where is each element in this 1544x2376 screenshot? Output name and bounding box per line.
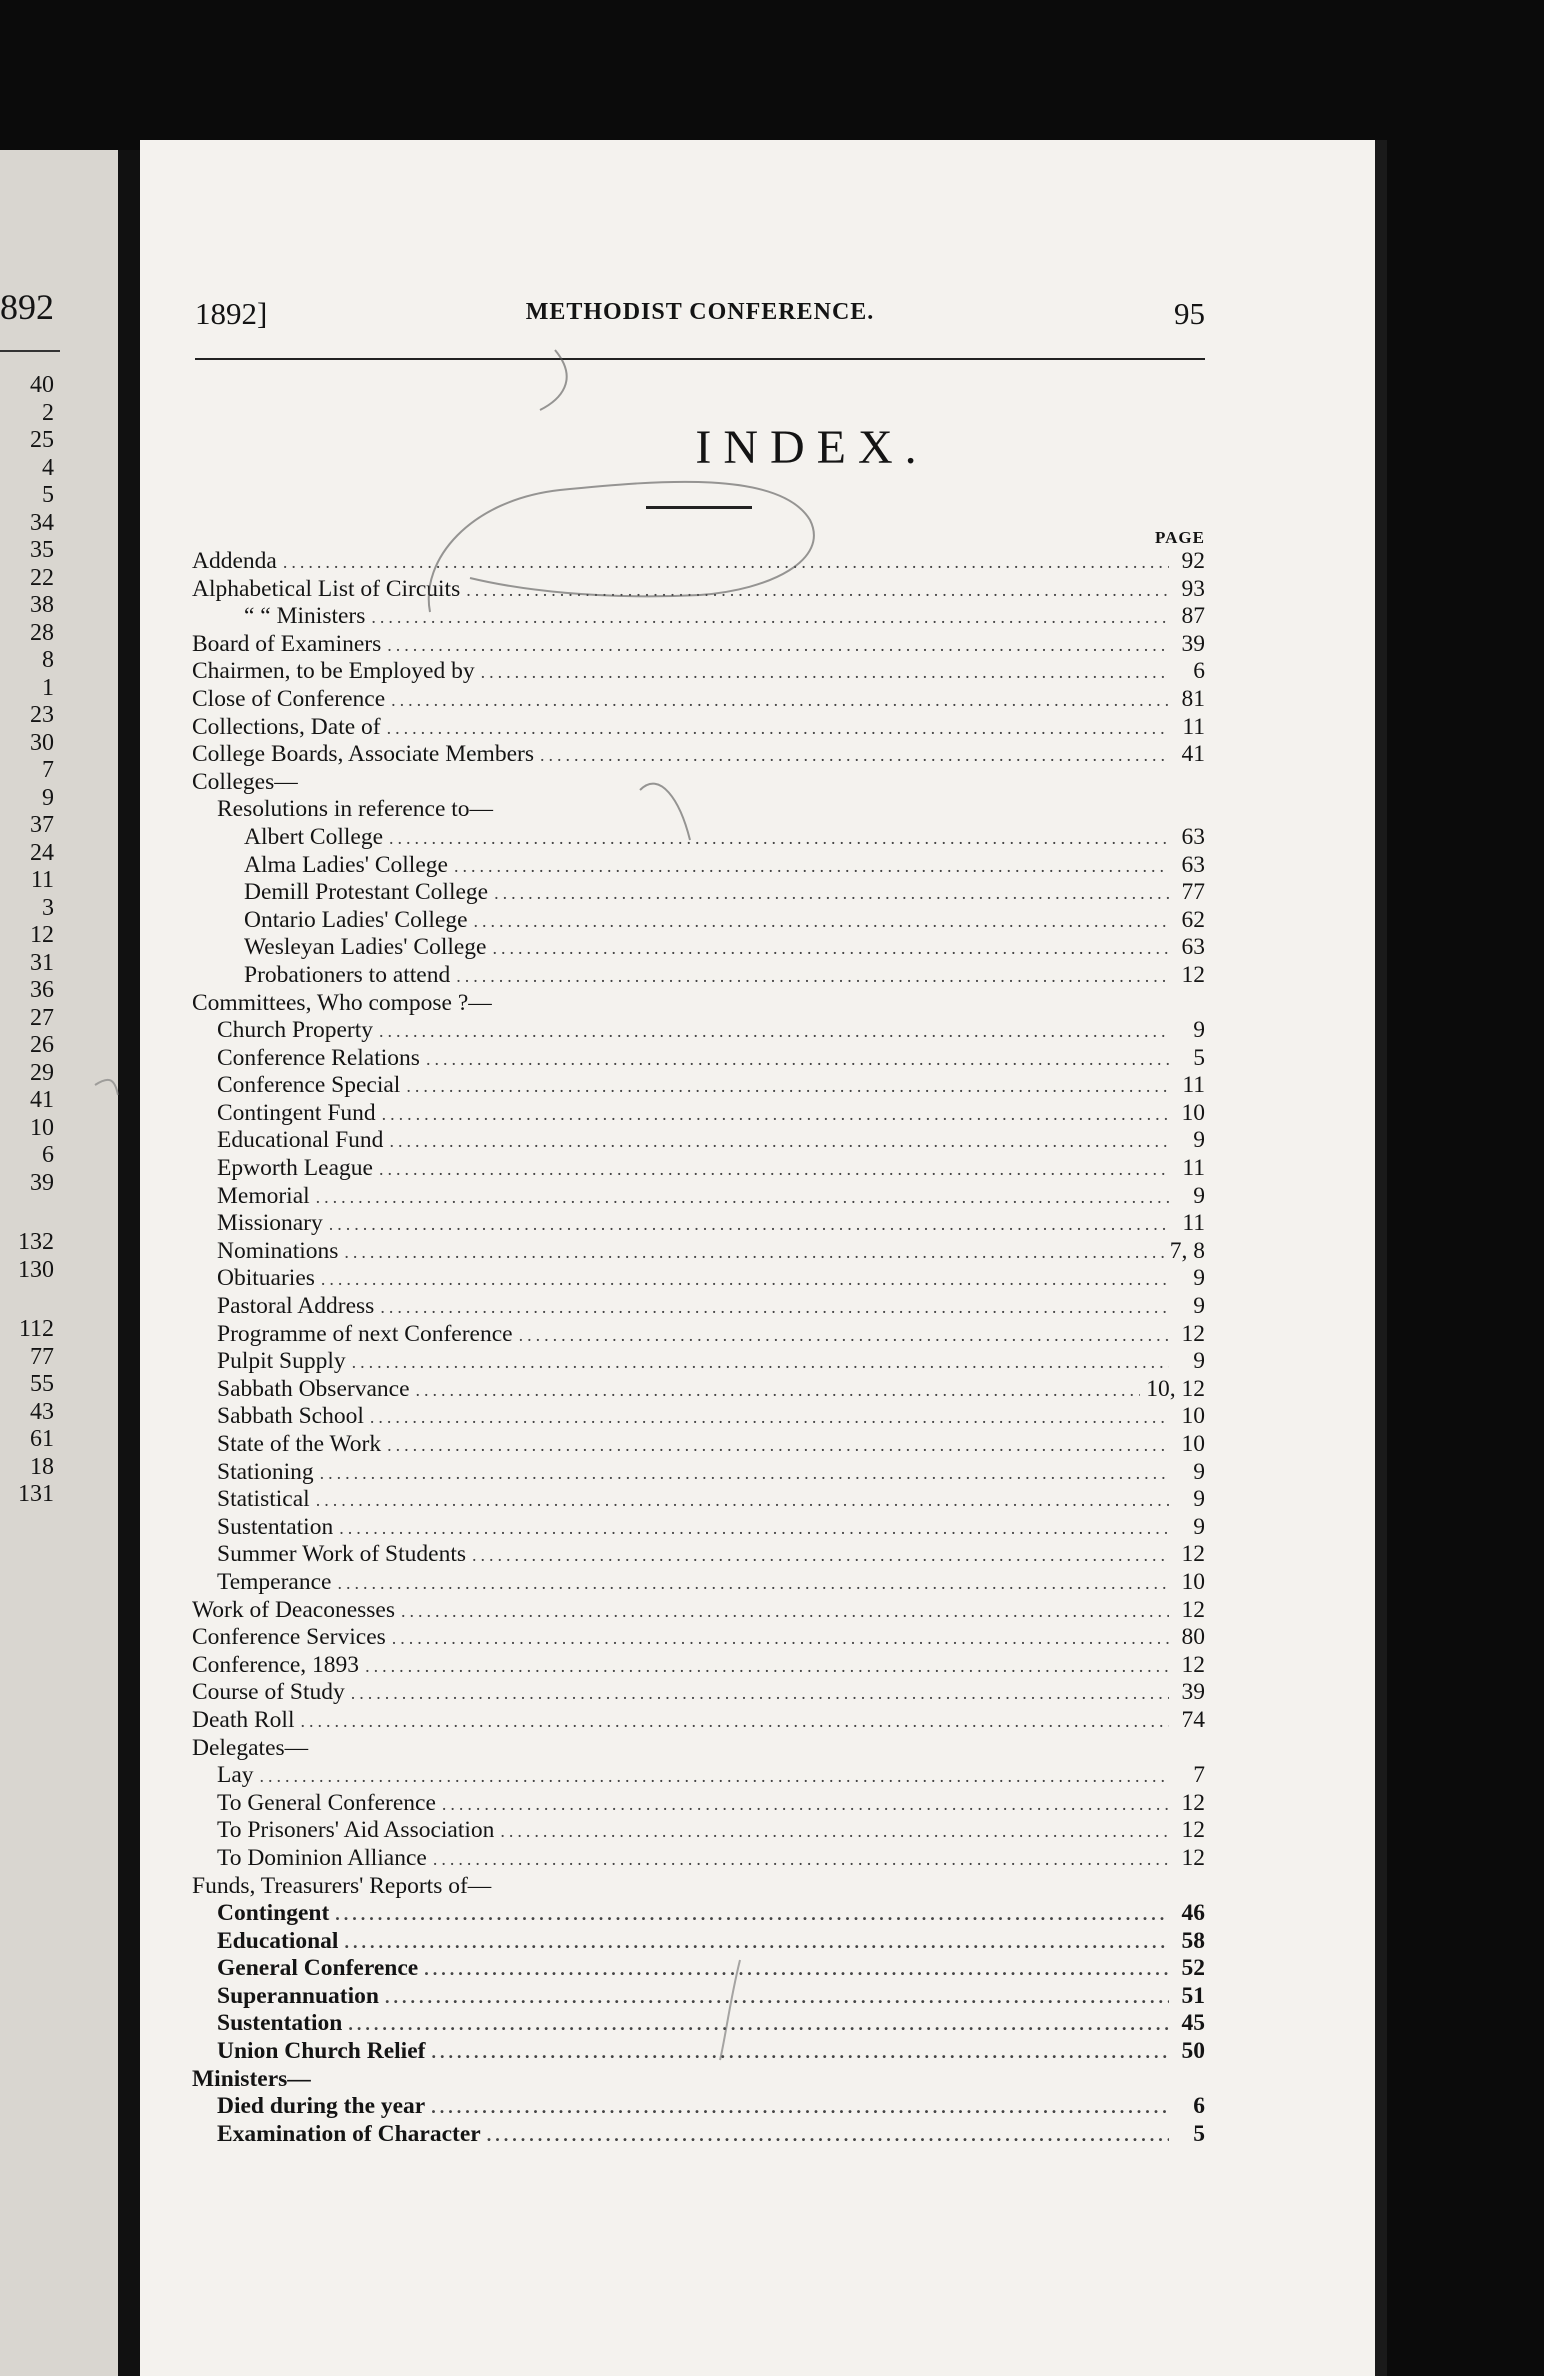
index-entry-label: Conference, 1893 (192, 1651, 360, 1678)
dot-leader (540, 742, 1169, 769)
adjacent-page-number-item: 2 (42, 399, 54, 426)
dot-leader (382, 1101, 1169, 1128)
dot-leader (494, 880, 1169, 907)
index-entry-page: 87 (1181, 603, 1205, 630)
dot-leader (380, 1294, 1169, 1321)
dot-leader (406, 1073, 1169, 1100)
adjacent-page-number-item: 37 (30, 812, 54, 838)
dot-leader (385, 1984, 1169, 2011)
index-entry-page: 51 (1181, 1982, 1205, 2009)
index-entry-label: Course of Study (192, 1679, 345, 1706)
index-entry-label: Death Roll (192, 1706, 295, 1733)
index-entry-label: Albert College (244, 823, 384, 850)
index-entry (192, 1569, 1205, 1597)
adjacent-page-number-item: 31 (30, 949, 54, 976)
adjacent-page-number-item: 5 (42, 482, 54, 508)
index-entry-page: 12 (1181, 1320, 1205, 1347)
adjacent-page-numbers (0, 372, 54, 1509)
dot-leader (454, 853, 1169, 880)
index-entry-label: Union Church Relief (217, 2038, 426, 2065)
index-entry-label: Contingent (217, 1900, 330, 1927)
dot-leader (433, 1846, 1169, 1873)
index-title: INDEX. (695, 421, 929, 474)
dot-leader (487, 2122, 1169, 2149)
index-entry-page: 6 (1193, 2093, 1205, 2120)
index-entry-page: 11 (1182, 1155, 1205, 1182)
dot-leader (391, 687, 1169, 714)
index-entry-label: Examination of Character (217, 2120, 481, 2147)
dot-leader (387, 715, 1169, 742)
index-entry (192, 1100, 1205, 1128)
index-entry (192, 1459, 1205, 1487)
index-section-heading (192, 769, 1205, 797)
index-entry (192, 1210, 1205, 1238)
index-entry-page: 9 (1193, 1293, 1205, 1320)
index-entry-label: Chairmen, to be Employed by (192, 658, 475, 685)
index-entry-label: Probationers to attend (244, 961, 451, 988)
page-column-label: PAGE (1155, 528, 1205, 547)
index-entry-page: 5 (1193, 1044, 1205, 1071)
adjacent-page-number-item: 12 (30, 922, 54, 948)
running-head-year: 1892] (195, 296, 268, 331)
dot-leader (416, 1377, 1141, 1404)
dot-leader (344, 1239, 1163, 1266)
index-entry-label: Sustentation (217, 1513, 334, 1540)
index-entry (192, 1762, 1205, 1790)
dot-leader (389, 825, 1169, 852)
header-rule (195, 358, 1205, 360)
index-entry (192, 1707, 1205, 1735)
index-entry-page: 46 (1181, 1900, 1205, 1927)
index-entry (192, 1624, 1205, 1652)
adjacent-page-number-item: 39 (30, 1169, 54, 1196)
index-entry (192, 934, 1205, 962)
running-head-page-number: 95 (1174, 296, 1205, 331)
adjacent-page-number-item: 26 (30, 1032, 54, 1058)
adjacent-page-number-item: 61 (30, 1426, 54, 1452)
index-entry (192, 1238, 1205, 1266)
dot-leader (316, 1487, 1169, 1514)
index-entry-label: Missionary (217, 1210, 323, 1237)
adjacent-page-number-item: 34 (30, 509, 54, 536)
dot-leader (365, 1653, 1169, 1680)
index-entry-label: Lay (217, 1762, 254, 1789)
index-entries (192, 548, 1205, 2148)
index-entry (192, 2093, 1205, 2121)
adjacent-page-number-item: 30 (30, 729, 54, 756)
index-entry-page: 63 (1181, 851, 1205, 878)
dot-leader (335, 1901, 1169, 1928)
adjacent-page-number-item: 22 (30, 564, 54, 591)
index-entry (192, 603, 1205, 631)
index-entry-page: 50 (1181, 2038, 1205, 2065)
index-entry-page: 45 (1181, 2010, 1205, 2037)
dot-leader (431, 2039, 1169, 2066)
index-entry (192, 1928, 1205, 1956)
index-entry-page: 80 (1181, 1624, 1205, 1651)
dot-leader (500, 1818, 1169, 1845)
index-entry-page: 12 (1181, 1817, 1205, 1844)
index-entry (192, 1597, 1205, 1625)
dot-leader (339, 1515, 1169, 1542)
dot-leader (387, 632, 1169, 659)
adjacent-page-number-item: 28 (30, 619, 54, 646)
dot-leader (492, 935, 1169, 962)
adjacent-page-number-item: 10 (30, 1114, 54, 1141)
index-entry-page: 52 (1181, 1955, 1205, 1982)
index-entry-label: Funds, Treasurers' Reports of— (192, 1872, 492, 1899)
index-entry (192, 1817, 1205, 1845)
index-entry-label: Contingent Fund (217, 1099, 376, 1126)
index-entry-label: General Conference (217, 1955, 419, 1982)
adjacent-page-gap (0, 1197, 54, 1229)
index-entry-page: 12 (1181, 1844, 1205, 1871)
index-entry-label: Statistical (217, 1486, 310, 1513)
adjacent-page-number-item: 38 (30, 592, 54, 618)
index-entry (192, 962, 1205, 990)
dot-leader (352, 1349, 1169, 1376)
dot-leader (481, 659, 1169, 686)
index-entry-page: 9 (1193, 1182, 1205, 1209)
index-entry (192, 2038, 1205, 2066)
index-entry-page: 10 (1181, 1431, 1205, 1457)
index-entry-label: Addenda (192, 548, 277, 574)
index-entry-page: 9 (1193, 1458, 1205, 1485)
index-entry-label: Sabbath School (217, 1403, 364, 1430)
index-entry-page: 7, 8 (1169, 1237, 1205, 1264)
dot-leader (329, 1211, 1169, 1238)
dot-leader (344, 1929, 1169, 1956)
adjacent-page-rule (0, 350, 60, 352)
title-rule (646, 506, 752, 509)
index-entry-label: Educational Fund (217, 1127, 384, 1154)
index-section-heading (192, 990, 1205, 1018)
dot-leader (519, 1322, 1169, 1349)
index-entry (192, 576, 1205, 604)
index-entry-label: To Prisoners' Aid Association (217, 1817, 495, 1844)
adjacent-page-number-item: 1 (42, 674, 54, 701)
dot-leader (321, 1266, 1169, 1293)
adjacent-page-number-item: 130 (18, 1256, 54, 1283)
dot-leader (379, 1156, 1169, 1183)
dot-leader (387, 1432, 1169, 1459)
running-head (195, 296, 1205, 336)
index-entry-label: Epworth League (217, 1155, 373, 1182)
index-entry-label: Temperance (217, 1568, 332, 1595)
index-entry-label: Sustentation (217, 2010, 343, 2037)
index-section-heading (192, 2066, 1205, 2094)
index-entry (192, 686, 1205, 714)
index-entry-label: Ministers— (192, 2065, 311, 2092)
index-entry-label: Pastoral Address (217, 1293, 375, 1320)
index-entry-page: 81 (1181, 685, 1205, 712)
index-entry-page: 10, 12 (1146, 1375, 1205, 1402)
index-entry-label: Resolutions in reference to— (217, 796, 494, 823)
adjacent-page-number-item: 131 (18, 1481, 54, 1507)
index-entry (192, 548, 1205, 576)
index-entry-label: Work of Deaconesses (192, 1596, 396, 1623)
dot-leader (260, 1763, 1169, 1790)
index-entry-label: Died during the year (217, 2093, 426, 2120)
index-entry-label: To Dominion Alliance (217, 1844, 427, 1871)
index-entry (192, 1155, 1205, 1183)
index-section-heading (192, 1873, 1205, 1901)
index-entry-page: 77 (1181, 879, 1205, 906)
index-entry (192, 1072, 1205, 1100)
adjacent-page-number-item: 35 (30, 537, 54, 563)
index-entry-page: 12 (1181, 1651, 1205, 1678)
index-entry-label: Stationing (217, 1458, 314, 1485)
dot-leader (348, 2011, 1169, 2038)
index-entry (192, 1045, 1205, 1073)
index-entry (192, 907, 1205, 935)
index-entry-page: 63 (1181, 823, 1205, 850)
index-entry-page: 93 (1181, 575, 1205, 602)
index-entry-label: Memorial (217, 1182, 310, 1209)
index-entry-label: Board of Examiners (192, 630, 382, 657)
adjacent-page-gap (0, 1284, 54, 1316)
adjacent-page-number-item: 29 (30, 1059, 54, 1086)
adjacent-page-number: 892 (0, 287, 54, 327)
index-entry-label: Committees, Who compose ?— (192, 989, 492, 1016)
index-entry-page: 11 (1182, 1072, 1205, 1099)
page-edge (1375, 140, 1387, 2376)
dot-leader (283, 549, 1169, 576)
dot-leader (472, 1542, 1169, 1569)
index-entry-label: Nominations (217, 1237, 339, 1264)
index-entry-page: 74 (1181, 1706, 1205, 1733)
book-gutter (118, 150, 140, 2376)
dot-leader (389, 1128, 1169, 1155)
index-entry (192, 1790, 1205, 1818)
adjacent-page-number-item: 27 (30, 1004, 54, 1031)
index-entry (192, 1183, 1205, 1211)
index-entry-label: Conference Special (217, 1072, 401, 1099)
index-entry-page: 7 (1193, 1762, 1205, 1789)
index-entry-label: Summer Work of Students (217, 1541, 466, 1568)
index-entry-page: 41 (1181, 741, 1205, 768)
index-entry-label: “ “ Ministers (244, 603, 366, 630)
index-entry-page: 10 (1181, 1568, 1205, 1595)
index-entry (192, 1955, 1205, 1983)
index-entry-label: Collections, Date of (192, 713, 381, 740)
index-entry (192, 1486, 1205, 1514)
index-entry (192, 2010, 1205, 2038)
dot-leader (401, 1598, 1169, 1625)
dot-leader (424, 1956, 1169, 1983)
index-entry (192, 658, 1205, 686)
index-entry (192, 1127, 1205, 1155)
dot-leader (474, 908, 1169, 935)
index-entry-page: 12 (1181, 1789, 1205, 1816)
index-entry (192, 2121, 1205, 2149)
dot-leader (351, 1680, 1169, 1707)
index-entry-label: Alphabetical List of Circuits (192, 575, 461, 602)
index-entry-label: Conference Services (192, 1624, 386, 1651)
index-section-heading (192, 796, 1205, 824)
index-entry-page: 11 (1182, 713, 1205, 740)
index-entry (192, 1541, 1205, 1569)
adjacent-page-number-item: 6 (42, 1142, 54, 1168)
dot-leader (371, 604, 1169, 631)
index-entry-label: Close of Conference (192, 685, 386, 712)
index-entry (192, 852, 1205, 880)
index-entry-label: Alma Ladies' College (244, 851, 448, 878)
dot-leader (431, 2094, 1169, 2121)
index-entry-label: To General Conference (217, 1789, 436, 1816)
dot-leader (370, 1404, 1169, 1431)
index-entry-label: College Boards, Associate Members (192, 741, 534, 768)
index-entry (192, 1348, 1205, 1376)
index-entry (192, 1983, 1205, 2011)
index-entry-label: Ontario Ladies' College (244, 906, 468, 933)
dot-leader (337, 1570, 1169, 1597)
index-entry (192, 1293, 1205, 1321)
index-entry-page: 10 (1181, 1099, 1205, 1126)
adjacent-page-number-item: 24 (30, 839, 54, 866)
index-entry (192, 1265, 1205, 1293)
index-entry-label: Superannuation (217, 1982, 379, 2009)
adjacent-page-number-item: 132 (18, 1229, 54, 1255)
index-entry (192, 1376, 1205, 1404)
index-entry-label: Delegates— (192, 1734, 309, 1761)
dot-leader (379, 1018, 1169, 1045)
index-entry-page: 12 (1181, 1541, 1205, 1568)
index-entry-label: Obituaries (217, 1265, 315, 1292)
dot-leader (466, 577, 1169, 604)
index-entry-page: 58 (1181, 1927, 1205, 1954)
adjacent-page-number-item: 23 (30, 702, 54, 728)
adjacent-page-number-item: 11 (30, 867, 54, 893)
adjacent-page-number-item: 112 (18, 1316, 54, 1342)
index-entry (192, 741, 1205, 769)
index-entry (192, 1431, 1205, 1459)
index-entry-page: 12 (1181, 1596, 1205, 1623)
index-entry-label: State of the Work (217, 1431, 382, 1457)
index-entry-label: Sabbath Observance (217, 1375, 410, 1402)
index-entry-label: Pulpit Supply (217, 1348, 346, 1375)
dot-leader (426, 1046, 1169, 1073)
adjacent-page-number-item: 55 (30, 1371, 54, 1397)
adjacent-page-number-item: 9 (42, 784, 54, 811)
adjacent-page-number-item: 8 (42, 647, 54, 673)
index-entry (192, 1514, 1205, 1542)
index-entry-page: 9 (1193, 1486, 1205, 1513)
index-entry-page: 11 (1182, 1210, 1205, 1237)
index-entry (192, 879, 1205, 907)
adjacent-page-number-item: 18 (30, 1453, 54, 1480)
index-entry-page: 9 (1193, 1127, 1205, 1154)
index-entry-page: 9 (1193, 1348, 1205, 1375)
index-entry-label: Demill Protestant College (244, 879, 489, 906)
index-entry-page: 9 (1193, 1265, 1205, 1292)
dot-leader (300, 1708, 1169, 1735)
index-entry-page: 62 (1181, 906, 1205, 933)
index-entry-page: 39 (1181, 1679, 1205, 1706)
index-entry-label: Wesleyan Ladies' College (244, 934, 487, 961)
dot-leader (442, 1791, 1169, 1818)
dot-leader (456, 963, 1169, 990)
adjacent-page-number-item: 4 (42, 454, 54, 481)
index-entry-label: Programme of next Conference (217, 1320, 513, 1347)
adjacent-page-number-item: 77 (30, 1343, 54, 1370)
index-entry-label: Educational (217, 1927, 339, 1954)
index-entry-page: 5 (1193, 2120, 1205, 2147)
index-entry (192, 1679, 1205, 1707)
index-entry (192, 1845, 1205, 1873)
index-entry-page: 92 (1181, 548, 1205, 574)
index-entry-page: 9 (1193, 1017, 1205, 1044)
adjacent-page-number-item: 25 (30, 427, 54, 453)
dot-leader (320, 1460, 1169, 1487)
index-entry-page: 39 (1181, 630, 1205, 657)
index-entry-page: 12 (1181, 961, 1205, 988)
index-entry-label: Conference Relations (217, 1044, 420, 1071)
dot-leader (316, 1184, 1169, 1211)
index-entry (192, 1017, 1205, 1045)
index-entry-label: Church Property (217, 1017, 373, 1044)
index-entry (192, 631, 1205, 659)
index-entry-page: 63 (1181, 934, 1205, 961)
running-head-title: METHODIST CONFERENCE. (525, 299, 875, 325)
adjacent-page-number-item: 41 (30, 1087, 54, 1113)
index-entry (192, 1403, 1205, 1431)
adjacent-page-number-item: 40 (30, 372, 54, 398)
index-section-heading (192, 1735, 1205, 1763)
adjacent-page-number-item: 43 (30, 1398, 54, 1425)
dot-leader (392, 1625, 1169, 1652)
index-entry (192, 1652, 1205, 1680)
index-entry-page: 10 (1181, 1403, 1205, 1430)
index-entry (192, 824, 1205, 852)
index-entry (192, 1900, 1205, 1928)
adjacent-page-number-item: 36 (30, 977, 54, 1003)
adjacent-page-number-item: 7 (42, 757, 54, 783)
index-entry-page: 6 (1193, 658, 1205, 685)
index-entry (192, 1321, 1205, 1349)
index-entry-label: Colleges— (192, 768, 298, 795)
adjacent-page-number-item: 3 (42, 894, 54, 921)
index-entry-page: 9 (1193, 1513, 1205, 1540)
index-entry (192, 714, 1205, 742)
